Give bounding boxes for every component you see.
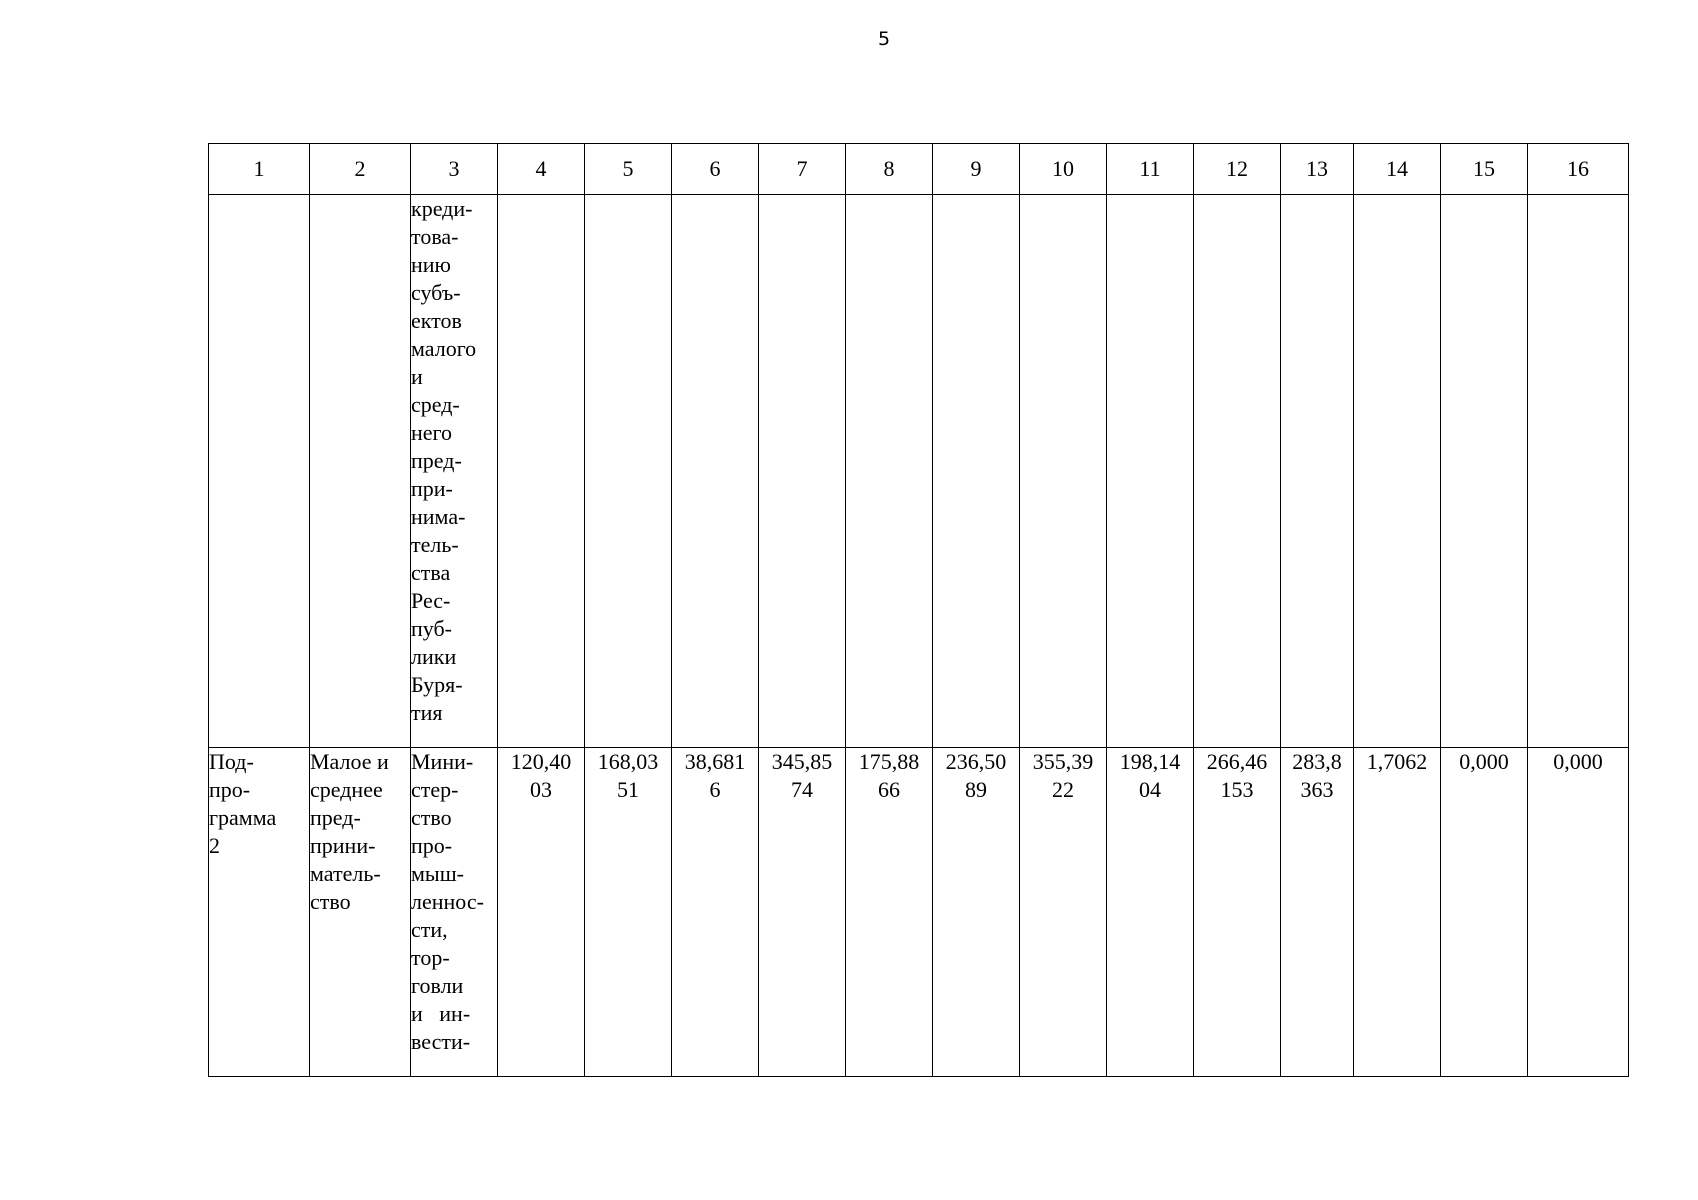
empty-cell xyxy=(209,195,310,748)
text-line: тель- xyxy=(411,532,459,557)
column-number-row xyxy=(209,144,1629,195)
value-line: 0,000 xyxy=(1459,749,1509,774)
value-cell-col6 xyxy=(672,748,759,1077)
column-number-cell: 7 xyxy=(759,144,846,195)
text-line: ство xyxy=(310,889,351,914)
value-line: 1,7062 xyxy=(1366,749,1428,774)
empty-cell xyxy=(310,195,411,748)
column-number-cell: 11 xyxy=(1107,144,1194,195)
value-cell-col11 xyxy=(1107,748,1194,1077)
column-number-cell: 15 xyxy=(1441,144,1528,195)
value-line: 66 xyxy=(878,777,900,802)
column-number-cell: 6 xyxy=(672,144,759,195)
text-line: ектов xyxy=(411,308,462,333)
text-line: при- xyxy=(411,476,453,501)
value-line: 345,85 xyxy=(771,749,833,774)
value-cell-col7 xyxy=(759,748,846,1077)
value-cell-col5 xyxy=(585,748,672,1077)
text-line: това- xyxy=(411,224,459,249)
value-line: 198,14 xyxy=(1119,749,1181,774)
column-number-cell: 16 xyxy=(1528,144,1629,195)
column-number-cell: 1 xyxy=(209,144,310,195)
value-cell-col15 xyxy=(1441,748,1528,1077)
value-cell-col4 xyxy=(498,748,585,1077)
subprogram-title xyxy=(310,748,410,916)
value-cell-col12 xyxy=(1194,748,1281,1077)
value-line: 22 xyxy=(1052,777,1074,802)
continuation-row xyxy=(209,195,1629,748)
value-line: 266,46 xyxy=(1206,749,1268,774)
column-number-cell: 8 xyxy=(846,144,933,195)
empty-cell xyxy=(1194,195,1281,748)
text-line: лики xyxy=(411,644,457,669)
column-number-cell: 2 xyxy=(310,144,411,195)
value-cell-col16 xyxy=(1528,748,1629,1077)
text-line: пред- xyxy=(411,448,462,473)
empty-cell xyxy=(498,195,585,748)
column-number-cell: 10 xyxy=(1020,144,1107,195)
value-line: 51 xyxy=(617,777,639,802)
text-line: стер- xyxy=(411,777,459,802)
value-line: 38,681 xyxy=(684,749,746,774)
empty-cell xyxy=(1107,195,1194,748)
value-line: 6 xyxy=(709,777,721,802)
subprogram-title-cell xyxy=(310,748,411,1077)
text-line: сти, xyxy=(411,917,448,942)
value-line: 363 xyxy=(1300,777,1334,802)
empty-cell xyxy=(1020,195,1107,748)
column-number-cell: 12 xyxy=(1194,144,1281,195)
text-line: тия xyxy=(411,700,443,725)
subprogram-label xyxy=(209,748,309,860)
value-line: 74 xyxy=(791,777,813,802)
value-line: 04 xyxy=(1139,777,1161,802)
empty-cell xyxy=(933,195,1020,748)
text-line: про- xyxy=(209,777,251,802)
empty-cell xyxy=(1354,195,1441,748)
subprogram-row xyxy=(209,748,1629,1077)
text-line: Мини- xyxy=(411,749,474,774)
text-line: Рес- xyxy=(411,588,451,613)
value-cell-col14 xyxy=(1354,748,1441,1077)
text-line: и xyxy=(411,364,423,389)
text-line: тор- xyxy=(411,945,450,970)
text-line: нима- xyxy=(411,504,466,529)
column-number-cell: 13 xyxy=(1281,144,1354,195)
text-line: и ин- xyxy=(411,1001,471,1026)
value-cell-col13 xyxy=(1281,748,1354,1077)
value-cell-col10 xyxy=(1020,748,1107,1077)
column-number-cell: 5 xyxy=(585,144,672,195)
text-line: леннос- xyxy=(411,889,484,914)
text-line: малого xyxy=(411,336,477,361)
value-line: 89 xyxy=(965,777,987,802)
value-line: 03 xyxy=(530,777,552,802)
empty-cell xyxy=(585,195,672,748)
value-cell-col8 xyxy=(846,748,933,1077)
text-line: матель- xyxy=(310,861,381,886)
value-line: 175,88 xyxy=(858,749,920,774)
empty-cell xyxy=(759,195,846,748)
value-line: 283,8 xyxy=(1292,749,1342,774)
value-line: 0,000 xyxy=(1553,749,1603,774)
value-line: 168,03 xyxy=(597,749,659,774)
value-cell-col9 xyxy=(933,748,1020,1077)
text-line: нию xyxy=(411,252,451,277)
text-line: прини- xyxy=(310,833,376,858)
text-line: пред- xyxy=(310,805,361,830)
program-table xyxy=(208,143,1629,1077)
column-number-cell: 4 xyxy=(498,144,585,195)
subprogram-name-cell xyxy=(209,748,310,1077)
text-line: ства xyxy=(411,560,451,585)
text-line: Буря- xyxy=(411,672,463,697)
value-line: 120,40 xyxy=(510,749,572,774)
column-number-cell: 9 xyxy=(933,144,1020,195)
text-line: ство xyxy=(411,805,452,830)
text-line: говли xyxy=(411,973,464,998)
text-line: Под- xyxy=(209,749,254,774)
text-line: сред- xyxy=(411,392,460,417)
text-line: Малое и xyxy=(310,749,389,774)
text-line: вести- xyxy=(411,1029,471,1054)
text-line: креди- xyxy=(411,196,473,221)
text-line: 2 xyxy=(209,833,220,858)
empty-cell xyxy=(1441,195,1528,748)
value-line: 236,50 xyxy=(945,749,1007,774)
text-line: субъ- xyxy=(411,280,461,305)
value-line: 355,39 xyxy=(1032,749,1094,774)
executor-cell xyxy=(411,748,498,1077)
executor-text-cell xyxy=(411,195,498,748)
empty-cell xyxy=(1281,195,1354,748)
text-line: него xyxy=(411,420,453,445)
empty-cell xyxy=(1528,195,1629,748)
text-line: грамма xyxy=(209,805,277,830)
text-line: про- xyxy=(411,833,453,858)
column-number-cell: 14 xyxy=(1354,144,1441,195)
value-line: 153 xyxy=(1220,777,1254,802)
empty-cell xyxy=(672,195,759,748)
executor-name xyxy=(411,748,497,1056)
empty-cell xyxy=(846,195,933,748)
text-line: пуб- xyxy=(411,616,453,641)
text-line: среднее xyxy=(310,777,383,802)
column-number-cell: 3 xyxy=(411,144,498,195)
page-number: 5 xyxy=(877,28,891,50)
executor-text xyxy=(411,195,497,727)
text-line: мыш- xyxy=(411,861,464,886)
